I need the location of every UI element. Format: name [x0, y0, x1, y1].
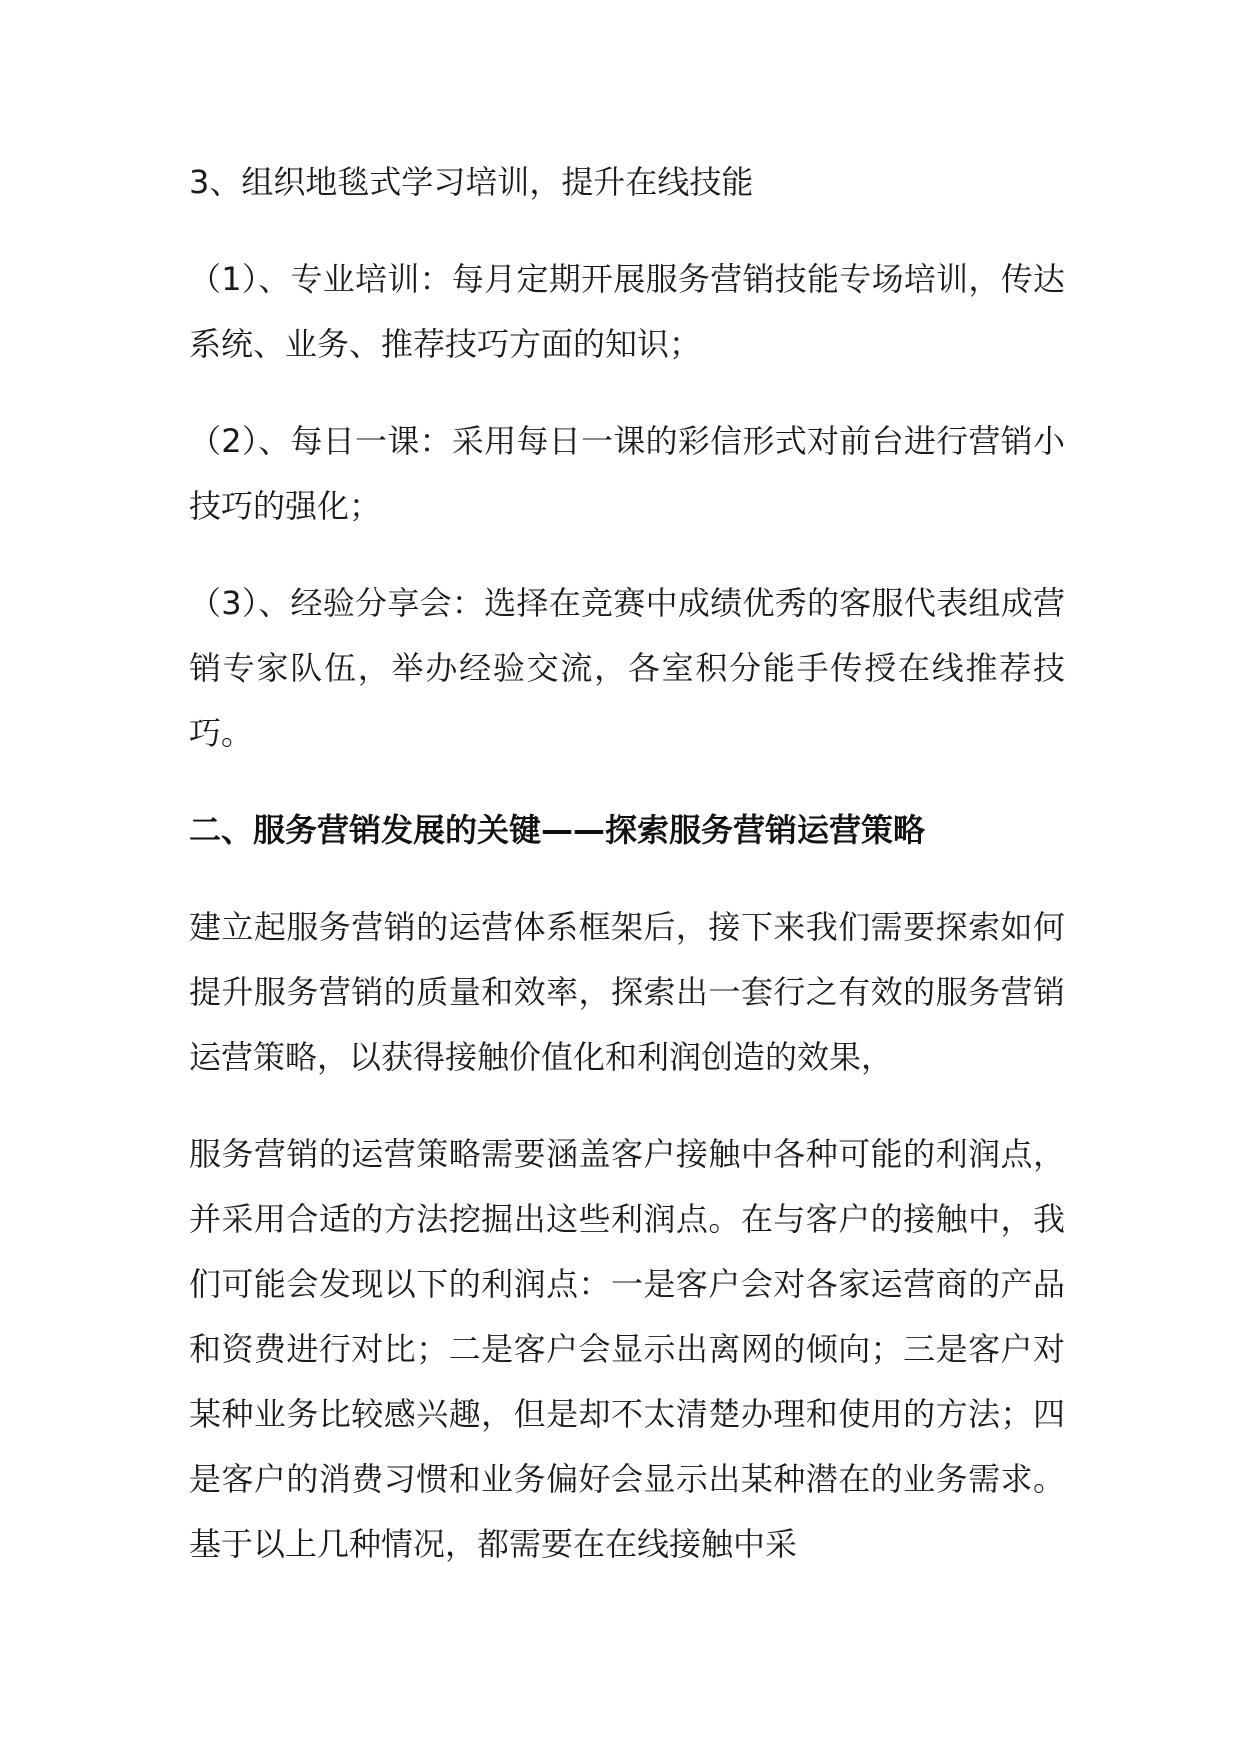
document-page — [189, 150, 1065, 1609]
list-item-experience-sharing: （3）、经验分享会：选择在竞赛中成绩优秀的客服代表组成营销专家队伍，举办经验交流，各室积分能手传授在线推荐技巧。 — [189, 584, 1065, 752]
body-paragraph-2: 服务营销的运营策略需要涵盖客户接触中各种可能的利润点，并采用合适的方法挖掘出这些利润点。在与客户的接触中，我们可能会发现以下的利润点：一是客户会对各家运营商的产品和资费进行对比；二是客户会显示出离网的倾向；三是客户对某种业务比较感兴趣，但是却不太清楚办理和使用的方法；四是客户的消费习惯和业务偏好会显示出某种潜在的业务需求。基于以上几种情况，都需要在在线接触中采 — [189, 1135, 1065, 1563]
section-heading: 二、服务营销发展的关键——探索服务营销运营策略 — [189, 811, 926, 849]
list-item-professional-training: （1）、专业培训：每月定期开展服务营销技能专场培训，传达系统、业务、推荐技巧方面的知识； — [189, 260, 1065, 363]
item-heading-3: 3、组织地毯式学习培训，提升在线技能 — [189, 163, 754, 201]
body-paragraph-1: 建立起服务营销的运营体系框架后，接下来我们需要探索如何提升服务营销的质量和效率，探索出一套行之有效的服务营销运营策略，以获得接触价值化和利润创造的效果， — [189, 908, 1065, 1076]
list-item-daily-lesson: （2）、每日一课：采用每日一课的彩信形式对前台进行营销小技巧的强化； — [189, 422, 1065, 525]
